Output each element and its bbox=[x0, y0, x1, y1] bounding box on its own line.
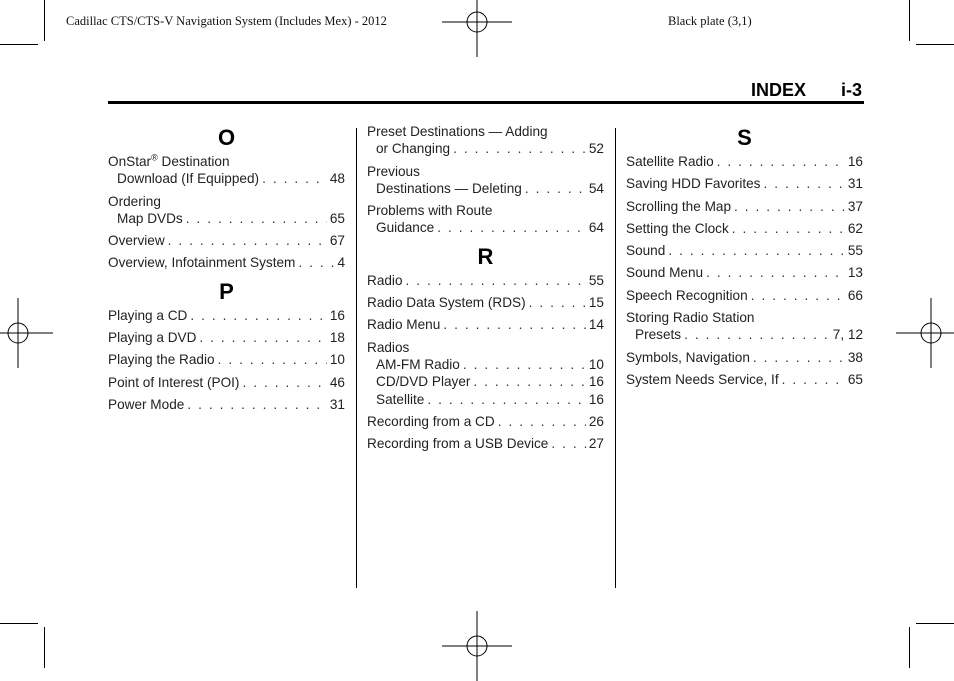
page-reference: 55 bbox=[847, 243, 863, 259]
entry-text bbox=[626, 371, 779, 388]
entry-text bbox=[108, 329, 196, 346]
entry-label: Speech Recognition bbox=[626, 287, 748, 303]
index-entry bbox=[108, 374, 345, 391]
index-entry-line bbox=[108, 193, 345, 210]
dot-leader bbox=[734, 198, 845, 215]
entry-label: Satellite Radio bbox=[626, 154, 714, 169]
dot-leader bbox=[218, 351, 327, 368]
dot-leader bbox=[473, 373, 585, 390]
index-entry bbox=[626, 175, 863, 192]
entry-label: CD/DVD Player bbox=[376, 374, 471, 390]
entry-text bbox=[117, 170, 259, 187]
dot-leader bbox=[668, 242, 845, 259]
entry-label: Preset Destinations — Adding bbox=[367, 124, 548, 139]
crop-mark bbox=[0, 623, 38, 624]
entry-text bbox=[626, 309, 754, 326]
index-entry bbox=[626, 349, 863, 366]
entry-label: Saving HDD Favorites bbox=[626, 176, 761, 192]
entry-label: AM-FM Radio bbox=[376, 356, 460, 372]
index-entry-line bbox=[626, 287, 863, 304]
index-entry bbox=[367, 123, 604, 158]
registration-mark-bottom bbox=[442, 611, 512, 681]
entry-text bbox=[635, 326, 681, 343]
registered-mark: ® bbox=[151, 152, 158, 163]
entry-label: Recording from a CD bbox=[367, 413, 495, 429]
index-entry bbox=[626, 242, 863, 259]
entry-text bbox=[626, 198, 731, 215]
entry-label: Satellite bbox=[376, 391, 425, 407]
dot-leader bbox=[187, 396, 327, 413]
index-entry bbox=[108, 153, 345, 188]
page-reference: 52 bbox=[588, 141, 604, 157]
entry-label: Playing a DVD bbox=[108, 330, 197, 346]
page-reference: 37 bbox=[847, 198, 863, 214]
registration-mark-right bbox=[896, 298, 954, 368]
dot-leader bbox=[168, 232, 327, 249]
dot-leader bbox=[753, 349, 845, 366]
entry-text bbox=[626, 349, 750, 366]
entry-text bbox=[626, 264, 703, 281]
index-entry bbox=[108, 232, 345, 249]
index-entry bbox=[108, 351, 345, 368]
entry-text bbox=[108, 254, 295, 271]
index-entry-line bbox=[367, 413, 604, 430]
entry-text bbox=[626, 220, 729, 237]
index-column-3 bbox=[626, 123, 863, 393]
index-entry-line bbox=[367, 435, 604, 452]
dot-leader bbox=[443, 316, 586, 333]
crop-mark bbox=[909, 627, 910, 668]
page-reference: 38 bbox=[847, 349, 863, 365]
page-reference: 16 bbox=[847, 154, 863, 169]
page-reference: 48 bbox=[329, 171, 345, 187]
dot-leader bbox=[199, 329, 326, 346]
index-column-1 bbox=[108, 123, 345, 418]
dot-leader bbox=[437, 219, 586, 236]
entry-text bbox=[367, 316, 440, 333]
page-reference: 67 bbox=[329, 233, 345, 249]
index-entry-line bbox=[626, 175, 863, 192]
entry-text bbox=[367, 163, 420, 180]
entry-text bbox=[108, 193, 161, 210]
entry-text bbox=[117, 210, 183, 227]
book-title: Cadillac CTS/CTS-V Navigation System (Includes Mex) - 2012 bbox=[66, 14, 387, 28]
dot-leader bbox=[732, 220, 845, 237]
entry-label: Playing a CD bbox=[108, 307, 188, 323]
index-subentry bbox=[367, 219, 604, 236]
page-reference: 16 bbox=[588, 391, 604, 407]
page-reference: 18 bbox=[329, 330, 345, 346]
index-entry bbox=[108, 193, 345, 228]
entry-text bbox=[367, 435, 548, 452]
index-entry-line bbox=[108, 307, 345, 324]
entry-text bbox=[108, 396, 184, 413]
page-reference: 64 bbox=[588, 220, 604, 236]
page-reference: 31 bbox=[847, 176, 863, 192]
entry-label: Overview, Infotainment System bbox=[108, 255, 296, 271]
entry-text bbox=[626, 153, 714, 170]
dot-leader bbox=[551, 435, 586, 452]
dot-leader bbox=[684, 326, 830, 343]
page-reference: 13 bbox=[847, 265, 863, 281]
entry-text bbox=[376, 140, 450, 157]
entry-label-continued: Destination bbox=[157, 154, 230, 169]
dot-leader bbox=[190, 307, 327, 324]
entry-label: Radio Data System (RDS) bbox=[367, 295, 526, 311]
entry-label: Problems with Route bbox=[367, 203, 493, 219]
entry-text bbox=[376, 356, 460, 373]
entry-label: Radios bbox=[367, 339, 410, 355]
index-entry-line bbox=[626, 264, 863, 281]
index-entry-line bbox=[367, 316, 604, 333]
entry-text bbox=[108, 153, 230, 170]
index-subentry bbox=[367, 391, 604, 408]
index-entry bbox=[367, 339, 604, 408]
entry-text bbox=[367, 413, 495, 430]
index-subentry bbox=[108, 170, 345, 187]
dot-leader bbox=[782, 371, 845, 388]
page-reference: 26 bbox=[588, 413, 604, 429]
index-column-2 bbox=[367, 123, 604, 457]
page-reference: 65 bbox=[329, 210, 345, 226]
entry-text bbox=[376, 180, 522, 197]
index-entry bbox=[367, 163, 604, 198]
page-reference: 31 bbox=[329, 396, 345, 412]
index-entry bbox=[367, 272, 604, 289]
page-reference: 7, 12 bbox=[832, 327, 863, 343]
index-letter-heading: S bbox=[737, 125, 752, 150]
dot-leader bbox=[463, 356, 586, 373]
column-divider bbox=[615, 128, 616, 588]
index-entry bbox=[626, 287, 863, 304]
index-entry-line bbox=[108, 153, 345, 170]
page-reference: 62 bbox=[847, 220, 863, 236]
entry-label: Radio bbox=[367, 272, 403, 288]
page-reference: 10 bbox=[588, 356, 604, 372]
dot-leader bbox=[453, 140, 586, 157]
index-entry-line bbox=[626, 153, 863, 170]
entry-text bbox=[626, 287, 748, 304]
index-entry-line bbox=[108, 374, 345, 391]
index-entry-line bbox=[626, 309, 863, 326]
entry-label: System Needs Service, If bbox=[626, 371, 779, 387]
entry-text bbox=[626, 242, 665, 259]
dot-leader bbox=[525, 180, 586, 197]
page-reference: 16 bbox=[329, 307, 345, 323]
crop-mark bbox=[916, 44, 954, 45]
dot-leader bbox=[406, 272, 586, 289]
index-entry-line bbox=[367, 163, 604, 180]
entry-label: Recording from a USB Device bbox=[367, 436, 549, 452]
entry-label: Point of Interest (POI) bbox=[108, 374, 240, 390]
page-reference: 65 bbox=[847, 371, 863, 387]
index-entry bbox=[626, 264, 863, 281]
page-number: i-3 bbox=[840, 80, 862, 100]
section-name: INDEX bbox=[750, 80, 806, 100]
registration-mark-left bbox=[0, 298, 53, 368]
index-entry-line bbox=[108, 351, 345, 368]
index-entry-line bbox=[626, 242, 863, 259]
entry-label: Radio Menu bbox=[367, 317, 441, 333]
index-entry bbox=[367, 316, 604, 333]
entry-label: Map DVDs bbox=[117, 210, 183, 226]
dot-leader bbox=[763, 175, 844, 192]
index-entry-line bbox=[626, 220, 863, 237]
entry-label: Scrolling the Map bbox=[626, 198, 732, 214]
crop-mark bbox=[0, 44, 38, 45]
index-entry-line bbox=[626, 349, 863, 366]
index-entry-line bbox=[367, 202, 604, 219]
index-subentry bbox=[367, 356, 604, 373]
entry-label: OnStar bbox=[108, 154, 152, 169]
entry-label: Playing the Radio bbox=[108, 352, 215, 368]
index-subentry bbox=[367, 373, 604, 390]
entry-label: Symbols, Navigation bbox=[626, 349, 750, 365]
index-entry-line bbox=[367, 339, 604, 356]
index-subentry bbox=[108, 210, 345, 227]
column-divider bbox=[356, 128, 357, 588]
registration-mark-top bbox=[442, 0, 512, 57]
entry-label: Sound bbox=[626, 243, 666, 259]
page-heading bbox=[751, 80, 862, 101]
crop-mark bbox=[909, 0, 910, 41]
dot-leader bbox=[529, 294, 586, 311]
entry-text bbox=[108, 351, 215, 368]
page-reference: 15 bbox=[588, 295, 604, 311]
dot-leader bbox=[262, 170, 327, 187]
page-reference: 46 bbox=[329, 374, 345, 390]
index-entry bbox=[626, 309, 863, 344]
dot-leader bbox=[298, 254, 334, 271]
page-reference: 27 bbox=[588, 436, 604, 452]
index-entry bbox=[367, 294, 604, 311]
index-entry-line bbox=[367, 294, 604, 311]
dot-leader bbox=[242, 374, 326, 391]
index-entry bbox=[108, 307, 345, 324]
entry-text bbox=[108, 307, 187, 324]
index-letter-heading: O bbox=[217, 125, 236, 150]
index-entry bbox=[626, 153, 863, 170]
index-entry bbox=[108, 254, 345, 271]
index-entry bbox=[367, 435, 604, 452]
entry-label: Power Mode bbox=[108, 396, 185, 412]
index-entry-line bbox=[626, 198, 863, 215]
dot-leader bbox=[427, 391, 586, 408]
entry-label: Sound Menu bbox=[626, 265, 704, 281]
crop-mark bbox=[44, 627, 45, 668]
dot-leader bbox=[717, 153, 845, 170]
index-entry bbox=[626, 371, 863, 388]
page-reference: 54 bbox=[588, 180, 604, 196]
entry-text bbox=[108, 374, 239, 391]
crop-mark bbox=[916, 623, 954, 624]
entry-label: Overview bbox=[108, 233, 165, 249]
index-entry-line bbox=[367, 123, 604, 140]
index-subentry bbox=[367, 180, 604, 197]
index-letter-heading: R bbox=[477, 243, 494, 269]
index-entry bbox=[626, 220, 863, 237]
entry-text bbox=[367, 272, 403, 289]
index-entry-line bbox=[108, 232, 345, 249]
index-entry bbox=[108, 396, 345, 413]
page-reference: 55 bbox=[588, 272, 604, 288]
index-subentry bbox=[367, 140, 604, 157]
crop-mark bbox=[44, 0, 45, 41]
entry-text bbox=[108, 232, 165, 249]
index-subentry bbox=[626, 326, 863, 343]
index-entry-line bbox=[367, 272, 604, 289]
page-reference: 16 bbox=[588, 374, 604, 390]
page-reference: 4 bbox=[337, 255, 345, 271]
header-rule bbox=[108, 101, 864, 104]
index-letter-heading: P bbox=[219, 278, 234, 304]
entry-label: Storing Radio Station bbox=[626, 310, 755, 326]
index-entry-line bbox=[108, 396, 345, 413]
entry-text bbox=[376, 373, 470, 390]
index-entry bbox=[108, 329, 345, 346]
index-entry-line bbox=[108, 254, 345, 271]
entry-text bbox=[376, 391, 424, 408]
index-entry-line bbox=[108, 329, 345, 346]
index-entry-line bbox=[626, 371, 863, 388]
entry-text bbox=[626, 175, 760, 192]
page-reference: 66 bbox=[847, 287, 863, 303]
entry-label: or Changing bbox=[376, 141, 451, 157]
dot-leader bbox=[751, 287, 845, 304]
dot-leader bbox=[706, 264, 845, 281]
entry-label: Guidance bbox=[376, 220, 435, 236]
dot-leader bbox=[498, 413, 586, 430]
entry-text bbox=[367, 339, 409, 356]
index-entry bbox=[367, 202, 604, 237]
page-reference: 10 bbox=[329, 352, 345, 368]
index-entry bbox=[626, 198, 863, 215]
index-entry bbox=[367, 413, 604, 430]
entry-label: Download (If Equipped) bbox=[117, 171, 260, 187]
entry-text bbox=[367, 294, 526, 311]
entry-label: Destinations — Deleting bbox=[376, 180, 522, 196]
entry-text bbox=[376, 219, 434, 236]
entry-text bbox=[367, 202, 492, 219]
entry-label: Ordering bbox=[108, 193, 161, 209]
page-reference: 14 bbox=[588, 317, 604, 333]
plate-label: Black plate (3,1) bbox=[668, 14, 752, 28]
entry-label: Previous bbox=[367, 163, 420, 179]
dot-leader bbox=[186, 210, 327, 227]
entry-label: Presets bbox=[635, 327, 682, 343]
entry-text bbox=[367, 123, 548, 140]
entry-label: Setting the Clock bbox=[626, 220, 729, 236]
